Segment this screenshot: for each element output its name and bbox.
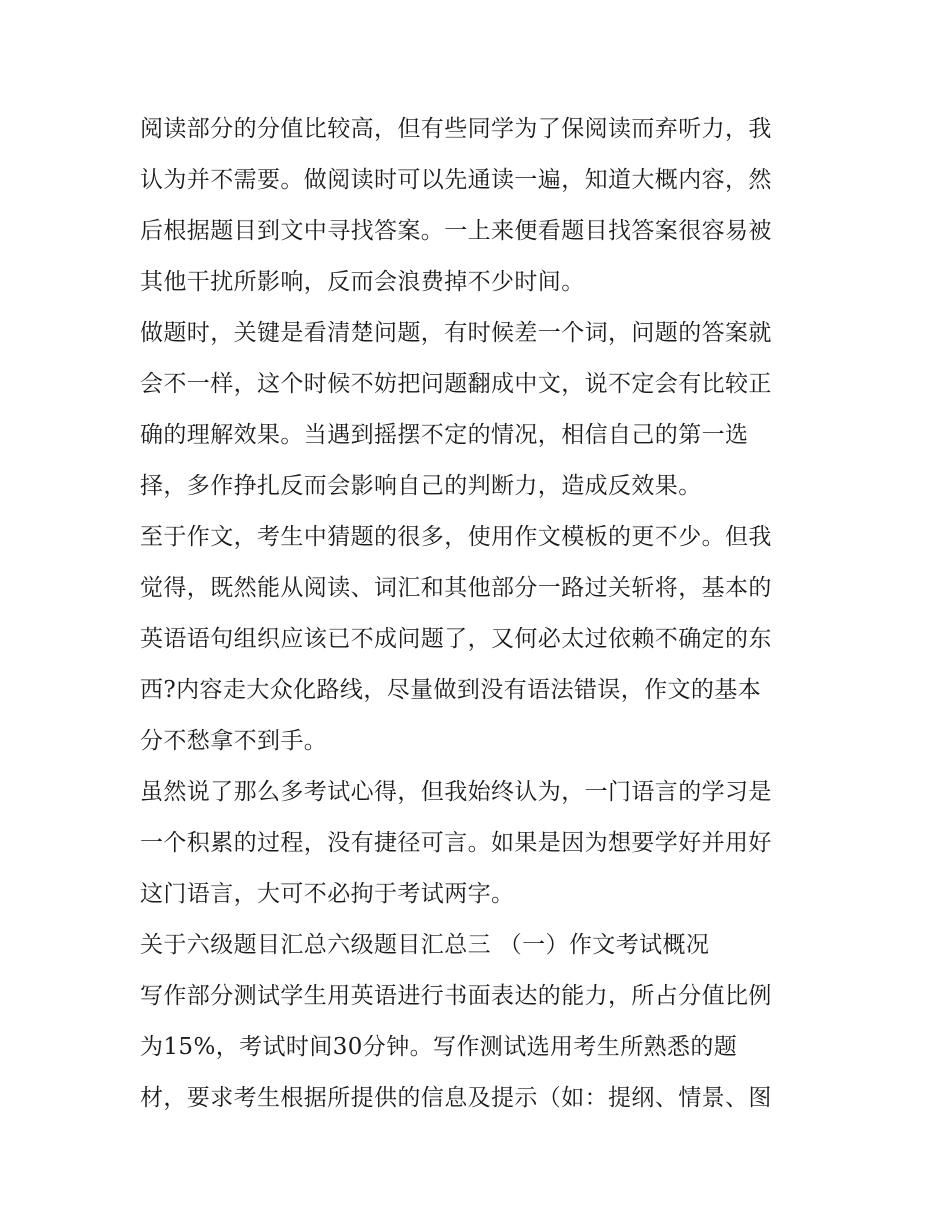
- text-line: 其他干扰所影响，反而会浪费掉不少时间。: [140, 269, 585, 295]
- text-line: 至于作文，考生中猜题的很多，使用作文模板的更不少。但我: [140, 524, 772, 550]
- text-line: 确的理解效果。当遇到摇摆不定的情况，相信自己的第一选: [140, 422, 749, 448]
- text-line: 西?内容走大众化路线，尽量做到没有语法错误，作文的基本: [140, 677, 762, 703]
- text-line: 做题时，关键是看清楚问题，有时候差一个词，问题的答案就: [140, 320, 772, 346]
- text-line: 分不愁拿不到手。: [140, 728, 328, 754]
- text-line: 一个积累的过程，没有捷径可言。如果是因为想要学好并用好: [140, 830, 772, 856]
- text-line: 认为并不需要。做阅读时可以先通读一遍，知道大概内容，然: [140, 167, 772, 193]
- text-line: 写作部分测试学生用英语进行书面表达的能力，所占分值比例: [140, 983, 772, 1009]
- text-line: 会不一样，这个时候不妨把问题翻成中文，说不定会有比较正: [140, 371, 772, 397]
- text-line: 阅读部分的分值比较高，但有些同学为了保阅读而弃听力，我: [140, 116, 772, 142]
- text-line: 择，多作挣扎反而会影响自己的判断力，造成反效果。: [140, 473, 702, 499]
- text-line: 后根据题目到文中寻找答案。一上来便看题目找答案很容易被: [140, 218, 772, 244]
- text-line: 材，要求考生根据所提供的信息及提示（如：提纲、情景、图: [140, 1085, 772, 1111]
- text-line: 关于六级题目汇总六级题目汇总三 （一）作文考试概况: [140, 932, 710, 958]
- text-line: 觉得，既然能从阅读、词汇和其他部分一路过关斩将，基本的: [140, 575, 772, 601]
- text-line: 为15%，考试时间30分钟。写作测试选用考生所熟悉的题: [140, 1034, 738, 1060]
- text-line: 这门语言，大可不必拘于考试两字。: [140, 881, 515, 907]
- text-line: 英语语句组织应该已不成问题了，又何必太过依赖不确定的东: [140, 626, 772, 652]
- text-line: 虽然说了那么多考试心得，但我始终认为，一门语言的学习是: [140, 779, 772, 805]
